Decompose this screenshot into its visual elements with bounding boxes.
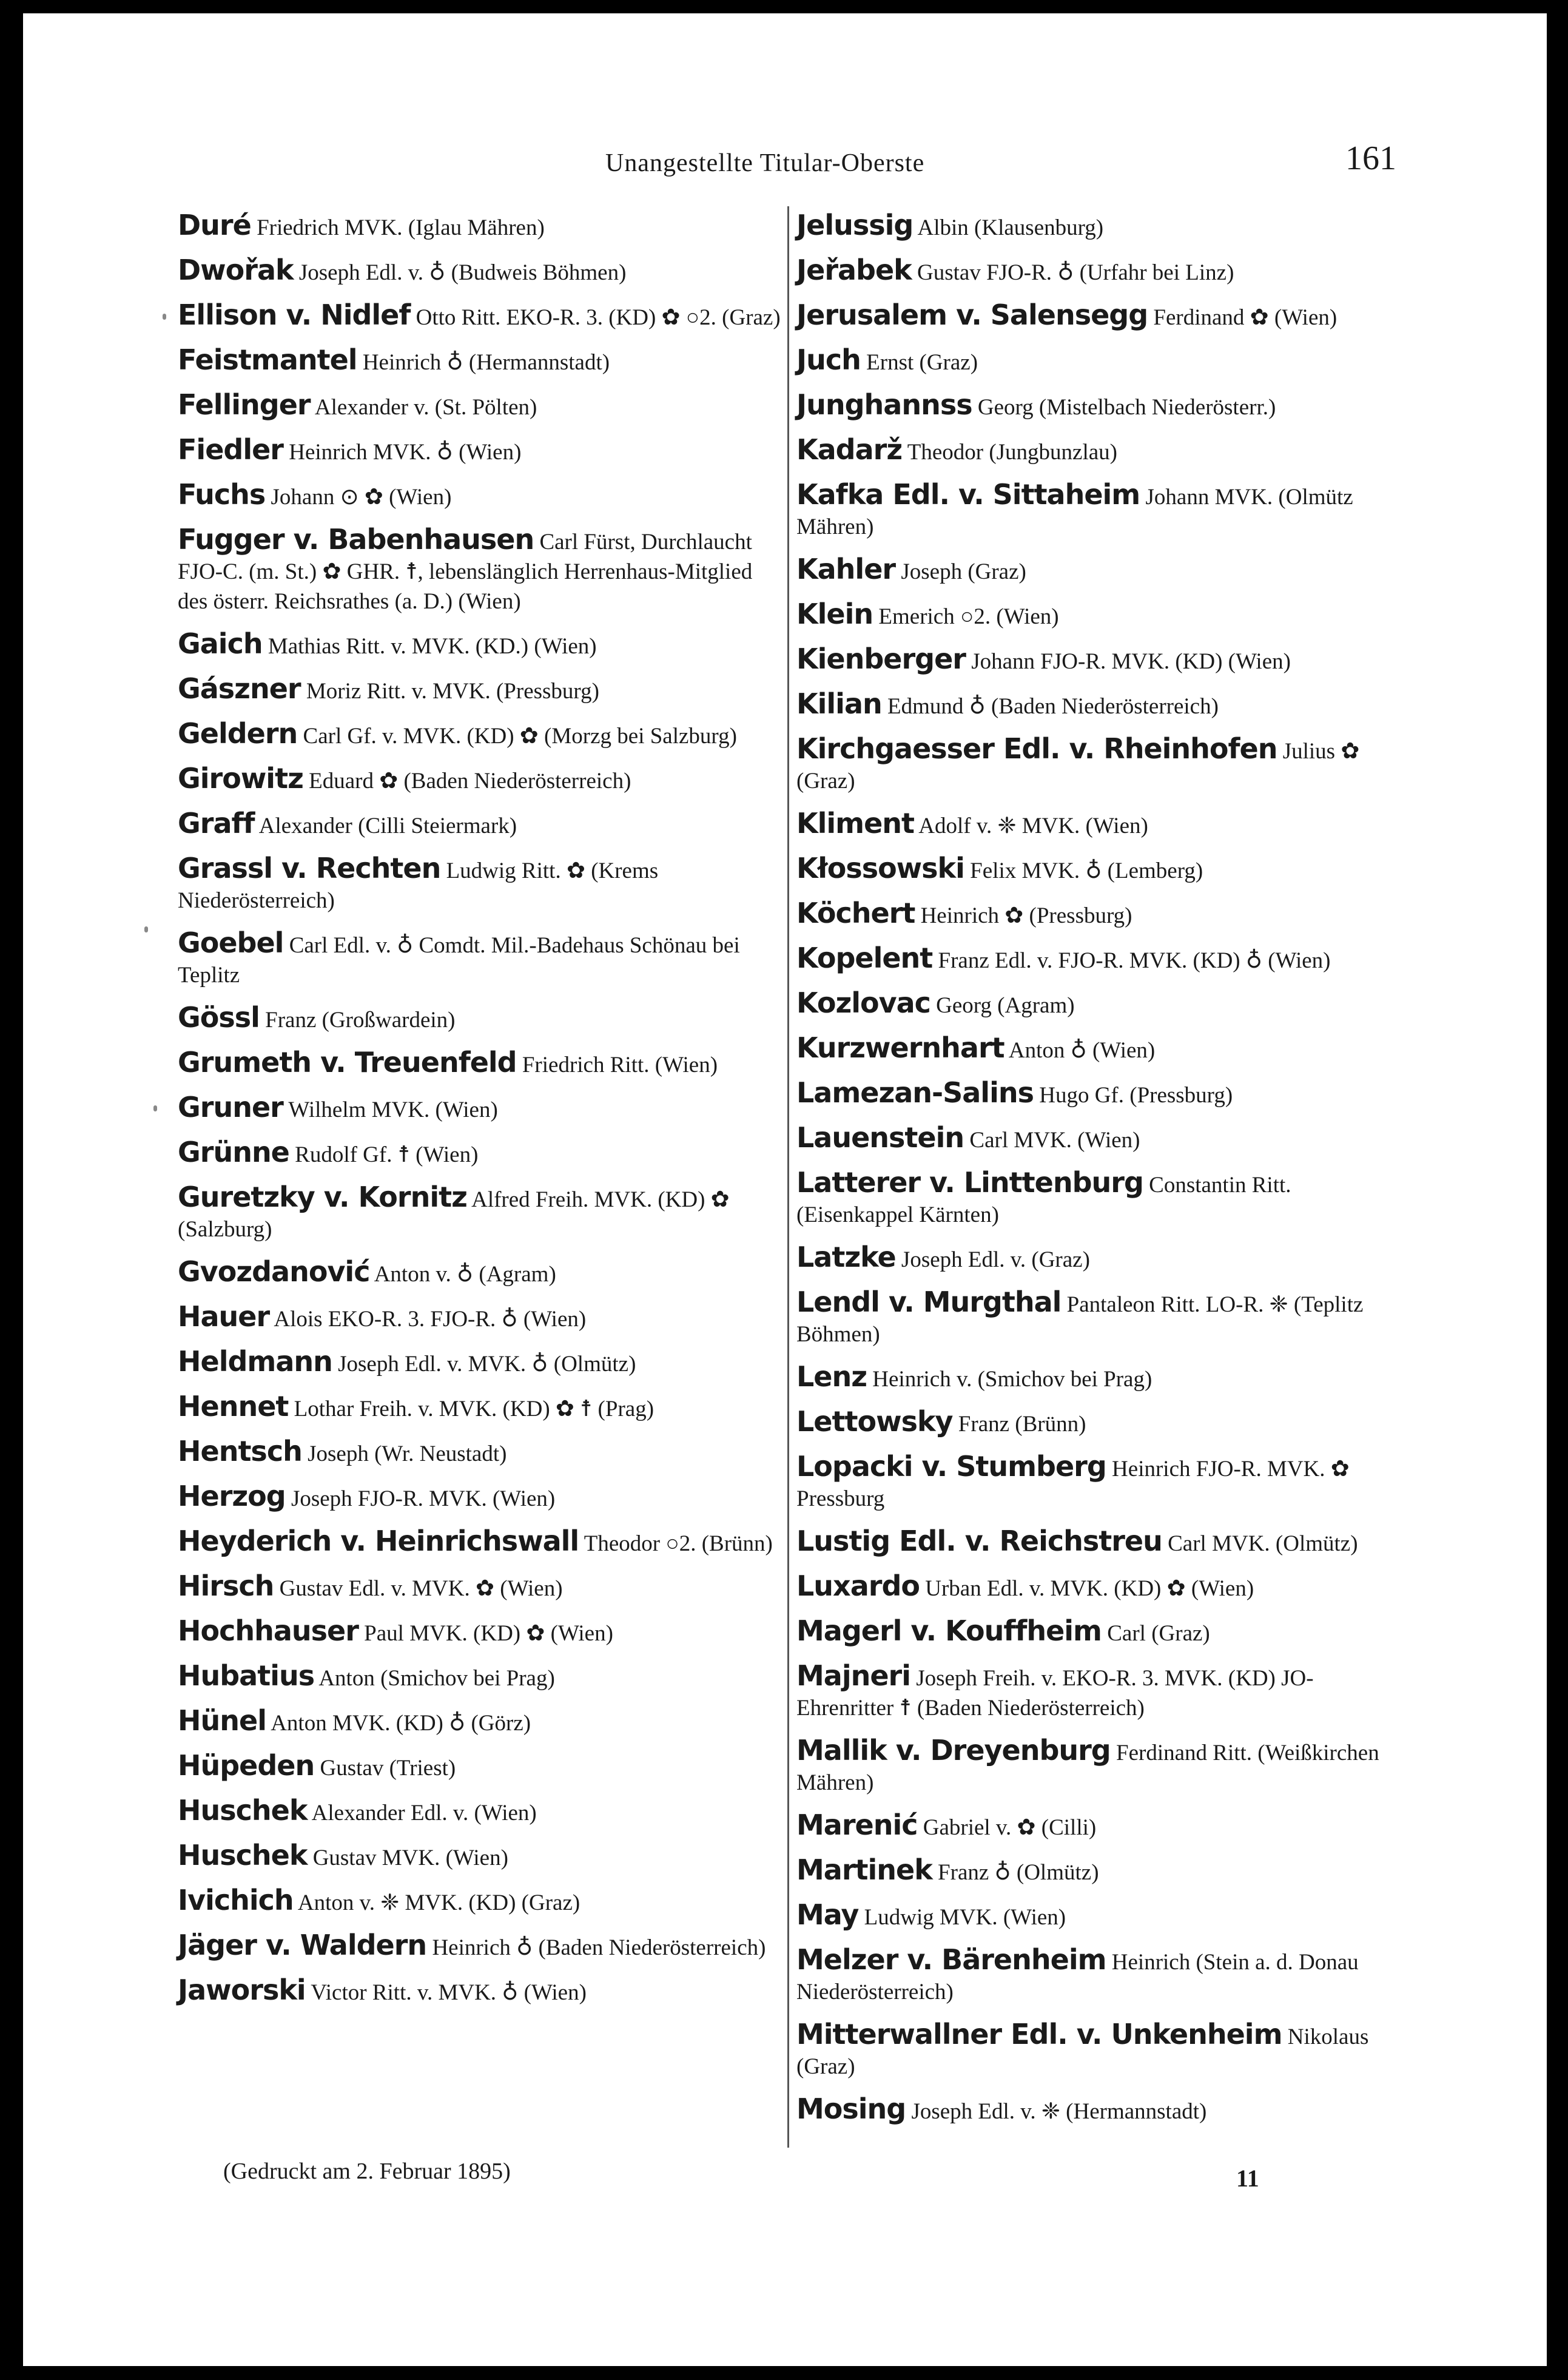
entry-details: Gustav (Triest) [320,1756,456,1781]
entry-surname: Jeřabek [796,254,912,286]
print-speck [144,926,148,932]
entry-details: Anton (Smichov bei Prag) [318,1666,555,1691]
entry-surname: Lauenstein [796,1121,964,1154]
register-entry [796,988,1409,1020]
register-entry [178,1751,784,1783]
entry-details: Alexander v. (St. Pölten) [314,395,537,420]
entry-details: Franz ♁ (Olmütz) [938,1860,1099,1885]
register-entry [796,1242,1409,1275]
entry-details: Joseph Edl. v. MVK. ♁ (Olmütz) [338,1352,636,1377]
register-entry [178,1048,784,1080]
entry-surname: Ellison v. Nidlef [178,298,411,331]
entry-details: Alois EKO-R. 3. FJO-R. ♁ (Wien) [274,1307,587,1332]
register-entry [178,809,784,841]
register-entry [796,1123,1409,1155]
page-number: 161 [1345,140,1396,177]
entry-details: Heinrich (Stein a. d. Donau Niederösterreich) [796,1950,1359,2004]
entry-details: Theodor (Jungbunzlau) [907,440,1117,465]
page-header [23,138,1547,186]
entry-surname: Jäger v. Waldern [178,1929,427,1961]
register-entry [796,1362,1409,1394]
entry-details: Wilhelm MVK. (Wien) [288,1097,498,1122]
register-entry [178,1302,784,1334]
entry-surname: Graff [178,807,255,840]
register-entry [178,1975,784,2007]
entry-surname: Köchert [796,897,915,929]
entry-surname: Guretzky v. Kornitz [178,1181,467,1213]
entry-surname: Fellinger [178,388,311,421]
register-entry [796,1287,1409,1349]
entry-surname: Goebel [178,926,284,959]
register-entry [796,1810,1409,1842]
entry-details: Edmund ♁ (Baden Niederösterreich) [887,694,1219,719]
entry-details: Joseph Freih. v. EKO-R. 3. MVK. (KD) JO-Ehrenritter ☨ (Baden Niederösterreich) [796,1666,1314,1721]
entry-details: Mathias Ritt. v. MVK. (KD.) (Wien) [268,634,597,659]
register-entry [178,854,784,915]
entry-surname: Fugger v. Babenhausen [178,523,534,556]
entry-details: Victor Ritt. v. MVK. ♁ (Wien) [311,1980,587,2005]
register-entry [178,1392,784,1424]
entry-surname: Juch [796,343,861,376]
entry-details: Emerich ○2. (Wien) [878,604,1059,629]
entry-details: Ludwig Ritt. ✿ (Krems Niederösterreich) [178,858,659,913]
entry-surname: Kafka Edl. v. Sittaheim [796,478,1140,511]
running-title: Unangestellte Titular-Oberste [605,149,925,177]
entry-details: Eduard ✿ (Baden Niederösterreich) [309,769,631,794]
entry-surname: Geldern [178,717,298,750]
register-entry [796,644,1409,676]
entry-details: Heinrich MVK. ♁ (Wien) [289,440,522,465]
register-entry [796,599,1409,632]
entry-surname: Majneri [796,1659,910,1692]
entry-details: Adolf v. ❈ MVK. (Wien) [918,814,1148,838]
register-entry [178,719,784,751]
register-entry [796,2020,1409,2082]
entry-surname: Hauer [178,1300,270,1333]
entry-details: Felix MVK. ♁ (Lemberg) [970,858,1203,883]
entry-surname: Jaworski [178,1974,306,2006]
register-entry [796,898,1409,931]
entry-details: Alfred Freih. MVK. (KD) ✿ (Salzburg) [178,1187,730,1242]
register-entry [178,928,784,990]
register-entry [796,1945,1409,2007]
entry-details: Georg (Mistelbach Niederösterr.) [977,395,1276,420]
entry-surname: Huschek [178,1839,308,1872]
entry-details: Ferdinand Ritt. (Weißkirchen Mähren) [796,1741,1379,1795]
entry-details: Carl MVK. (Olmütz) [1168,1531,1358,1556]
entry-details: Constantin Ritt. (Eisenkappel Kärnten) [796,1173,1291,1227]
entry-surname: Hennet [178,1390,289,1423]
entry-surname: Hüpeden [178,1749,315,1782]
register-entry [796,390,1409,422]
entry-surname: Gruner [178,1091,283,1124]
register-entry [178,1886,784,1918]
register-entry [178,1796,784,1828]
entry-surname: Gössl [178,1001,260,1034]
register-entry [178,1138,784,1170]
register-entry [796,1616,1409,1648]
register-entry [178,674,784,706]
entry-details: Lothar Freih. v. MVK. (KD) ✿ ☨ (Prag) [294,1397,654,1421]
entry-surname: Ivichich [178,1884,294,1916]
entry-details: Carl Edl. v. ♁ Comdt. Mil.-Badehaus Schönau bei Teplitz [178,933,740,988]
register-entry [178,211,784,243]
register-entry [178,480,784,512]
entry-surname: Klein [796,598,873,630]
signature-mark: 11 [1236,2165,1259,2192]
entry-details: Gustav FJO-R. ♁ (Urfahr bei Linz) [917,260,1234,285]
register-entry [178,345,784,377]
register-entry [178,1347,784,1379]
entry-surname: Luxardo [796,1569,920,1602]
entry-details: Heinrich ♁ (Hermannstadt) [362,350,610,375]
entry-details: Franz (Großwardein) [265,1008,456,1033]
entry-surname: Kliment [796,807,915,840]
entry-surname: Lettowsky [796,1405,953,1438]
column-divider [787,206,789,2148]
register-entry [796,1661,1409,1723]
entry-surname: Kozlovac [796,986,930,1019]
entry-details: Gustav MVK. (Wien) [312,1846,508,1870]
entry-details: Paul MVK. (KD) ✿ (Wien) [364,1621,613,1646]
entry-surname: Hochhauser [178,1614,358,1647]
entry-surname: Mosing [796,2092,906,2125]
register-entry [178,1841,784,1873]
entry-details: Heinrich ✿ (Pressburg) [920,903,1132,928]
entry-details: Carl MVK. (Wien) [969,1128,1140,1153]
register-entry [796,1900,1409,1932]
register-entry [796,1736,1409,1798]
document-page [23,13,1547,2366]
entry-surname: Mitterwallner Edl. v. Unkenheim [796,2018,1282,2051]
register-entry [178,764,784,796]
entry-details: Hugo Gf. (Pressburg) [1039,1083,1233,1108]
entry-surname: Gaich [178,627,263,660]
entry-surname: Lamezan-Salins [796,1076,1034,1109]
entry-details: Joseph Edl. v. (Graz) [901,1247,1090,1272]
print-speck [163,314,166,320]
entry-surname: Martinek [796,1853,932,1886]
entry-surname: Dwořak [178,254,294,286]
entry-surname: Mallik v. Dreyenburg [796,1734,1111,1767]
entry-surname: Hünel [178,1704,266,1737]
register-entry [178,1571,784,1603]
entry-details: Heinrich ♁ (Baden Niederösterreich) [432,1935,766,1960]
entry-details: Alexander (Cilli Steiermark) [258,814,517,838]
entry-surname: Gvozdanović [178,1255,370,1288]
entry-surname: Fiedler [178,433,283,466]
entry-surname: Kirchgaesser Edl. v. Rheinhofen [796,732,1277,765]
register-entry [178,1182,784,1244]
entry-details: Gustav Edl. v. MVK. ✿ (Wien) [279,1576,563,1601]
register-entry [796,2094,1409,2126]
register-entry [796,809,1409,841]
entry-surname: Lendl v. Murgthal [796,1286,1062,1318]
entry-details: Friedrich Ritt. (Wien) [522,1053,718,1077]
entry-surname: Kadarž [796,433,903,466]
entry-details: Joseph (Wr. Neustadt) [308,1441,507,1466]
entry-surname: Huschek [178,1794,308,1827]
register-entry [796,300,1409,332]
entry-surname: Latzke [796,1241,896,1273]
register-entry [796,1168,1409,1230]
entry-details: Anton v. ♁ (Agram) [374,1262,556,1287]
register-entry [178,255,784,288]
entry-details: Rudolf Gf. ☨ (Wien) [295,1142,479,1167]
register-entry [178,1482,784,1514]
entry-details: Anton ♁ (Wien) [1008,1038,1156,1063]
entry-details: Albin (Klausenburg) [917,215,1104,240]
entry-details: Anton MVK. (KD) ♁ (Görz) [271,1711,531,1736]
entry-details: Joseph FJO-R. MVK. (Wien) [291,1486,556,1511]
entry-details: Joseph (Graz) [901,559,1026,584]
entry-surname: Heldmann [178,1345,332,1378]
entry-details: Johann MVK. (Olmütz Mähren) [796,485,1353,539]
register-entry [178,1661,784,1693]
entry-details: Alexander Edl. v. (Wien) [311,1801,537,1825]
entry-surname: Duré [178,209,251,241]
register-entry [796,211,1409,243]
entry-details: Julius ✿ (Graz) [796,739,1360,794]
entry-details: Urban Edl. v. MVK. (KD) ✿ (Wien) [925,1576,1254,1601]
entry-surname: Grumeth v. Treuenfeld [178,1046,517,1079]
register-entry [796,435,1409,467]
entry-details: Ernst (Graz) [866,350,978,375]
entry-surname: Jelussig [796,209,914,241]
register-entry [178,1093,784,1125]
entry-details: Johann ⊙ ✿ (Wien) [271,485,452,510]
entry-details: Johann FJO-R. MVK. (KD) (Wien) [971,649,1291,674]
register-entry [178,390,784,422]
entry-surname: Junghannss [796,388,972,421]
entry-details: Nikolaus (Graz) [796,2024,1369,2079]
entry-surname: Hentsch [178,1435,302,1468]
register-entry [796,255,1409,288]
entry-details: Theodor ○2. (Brünn) [584,1531,773,1556]
entry-surname: Marenić [796,1809,918,1841]
register-entry [796,1078,1409,1110]
entry-details: Heinrich v. (Smichov bei Prag) [872,1367,1152,1392]
entry-surname: Girowitz [178,762,303,795]
entry-surname: Heyderich v. Heinrichswall [178,1525,579,1557]
register-entry [796,854,1409,886]
entry-details: Carl Fürst, Durchlaucht FJO-C. (m. St.) ✿ GHR. ☨, lebenslänglich Herrenhaus-Mitglied des österr. Reichsrathes (a. D.) (Wien) [178,530,753,614]
register-entry [178,629,784,661]
entry-details: Pantaleon Ritt. LO-R. ❈ (Teplitz Böhmen) [796,1292,1364,1347]
entry-details: Gabriel v. ✿ (Cilli) [923,1815,1097,1840]
entry-surname: Melzer v. Bärenheim [796,1943,1106,1976]
entry-surname: Grünne [178,1136,289,1168]
entry-surname: Kopelent [796,942,933,974]
entry-details: Ferdinand ✿ (Wien) [1153,305,1338,330]
entry-details: Georg (Agram) [936,993,1075,1018]
entry-surname: Feistmantel [178,343,357,376]
entry-details: Carl Gf. v. MVK. (KD) ✿ (Morzg bei Salzburg) [303,724,737,749]
register-entry [796,1033,1409,1065]
entry-details: Heinrich FJO-R. MVK. ✿ Pressburg [796,1457,1350,1511]
entry-surname: Lopacki v. Stumberg [796,1450,1106,1483]
right-column [796,211,1409,2139]
register-entry [178,300,784,332]
entry-details: Joseph Edl. v. ♁ (Budweis Böhmen) [298,260,627,285]
register-entry [178,1003,784,1035]
entry-surname: Fuchs [178,478,266,511]
entry-surname: Magerl v. Kouffheim [796,1614,1102,1647]
register-entry [178,525,784,616]
entry-details: Friedrich MVK. (Iglau Mähren) [257,215,545,240]
entry-surname: Kahler [796,553,896,585]
entry-surname: Hubatius [178,1659,315,1692]
left-column [178,211,784,2020]
register-entry [796,689,1409,721]
entry-details: Carl (Graz) [1107,1621,1210,1646]
register-entry [796,555,1409,587]
entry-surname: Gászner [178,672,301,705]
register-entry [178,1257,784,1289]
entry-details: Otto Ritt. EKO-R. 3. (KD) ✿ ○2. (Graz) [416,305,781,330]
register-entry [178,1930,784,1963]
entry-surname: Latterer v. Linttenburg [796,1166,1143,1199]
entry-surname: Grassl v. Rechten [178,852,441,885]
entry-details: Moriz Ritt. v. MVK. (Pressburg) [306,679,599,704]
print-speck [153,1105,157,1111]
entry-surname: Kłossowski [796,852,964,885]
entry-surname: Herzog [178,1480,286,1512]
register-entry [796,480,1409,542]
register-entry [796,1571,1409,1603]
entry-surname: Lustig Edl. v. Reichstreu [796,1525,1162,1557]
register-entry [796,1407,1409,1439]
register-entry [796,734,1409,796]
register-entry [178,1706,784,1738]
register-entry [178,1526,784,1559]
register-entry [178,435,784,467]
entry-surname: Kilian [796,687,882,720]
entry-details: Anton v. ❈ MVK. (KD) (Graz) [297,1890,580,1915]
entry-surname: May [796,1898,859,1931]
register-entry [796,345,1409,377]
entry-surname: Kienberger [796,642,966,675]
entry-surname: Lenz [796,1360,867,1393]
register-entry [178,1437,784,1469]
entry-details: Franz (Brünn) [958,1412,1086,1437]
register-entry [796,1526,1409,1559]
register-entry [796,1855,1409,1887]
entry-surname: Hirsch [178,1569,274,1602]
entry-details: Franz Edl. v. FJO-R. MVK. (KD) ♁ (Wien) [938,948,1331,973]
entry-surname: Kurzwernhart [796,1031,1004,1064]
entry-surname: Jerusalem v. Salensegg [796,298,1148,331]
register-entry [796,943,1409,976]
register-entry [796,1452,1409,1514]
entry-details: Joseph Edl. v. ❈ (Hermannstadt) [911,2099,1207,2124]
entry-details: Ludwig MVK. (Wien) [864,1905,1066,1930]
register-entry [178,1616,784,1648]
print-date: (Gedruckt am 2. Februar 1895) [223,2159,511,2184]
